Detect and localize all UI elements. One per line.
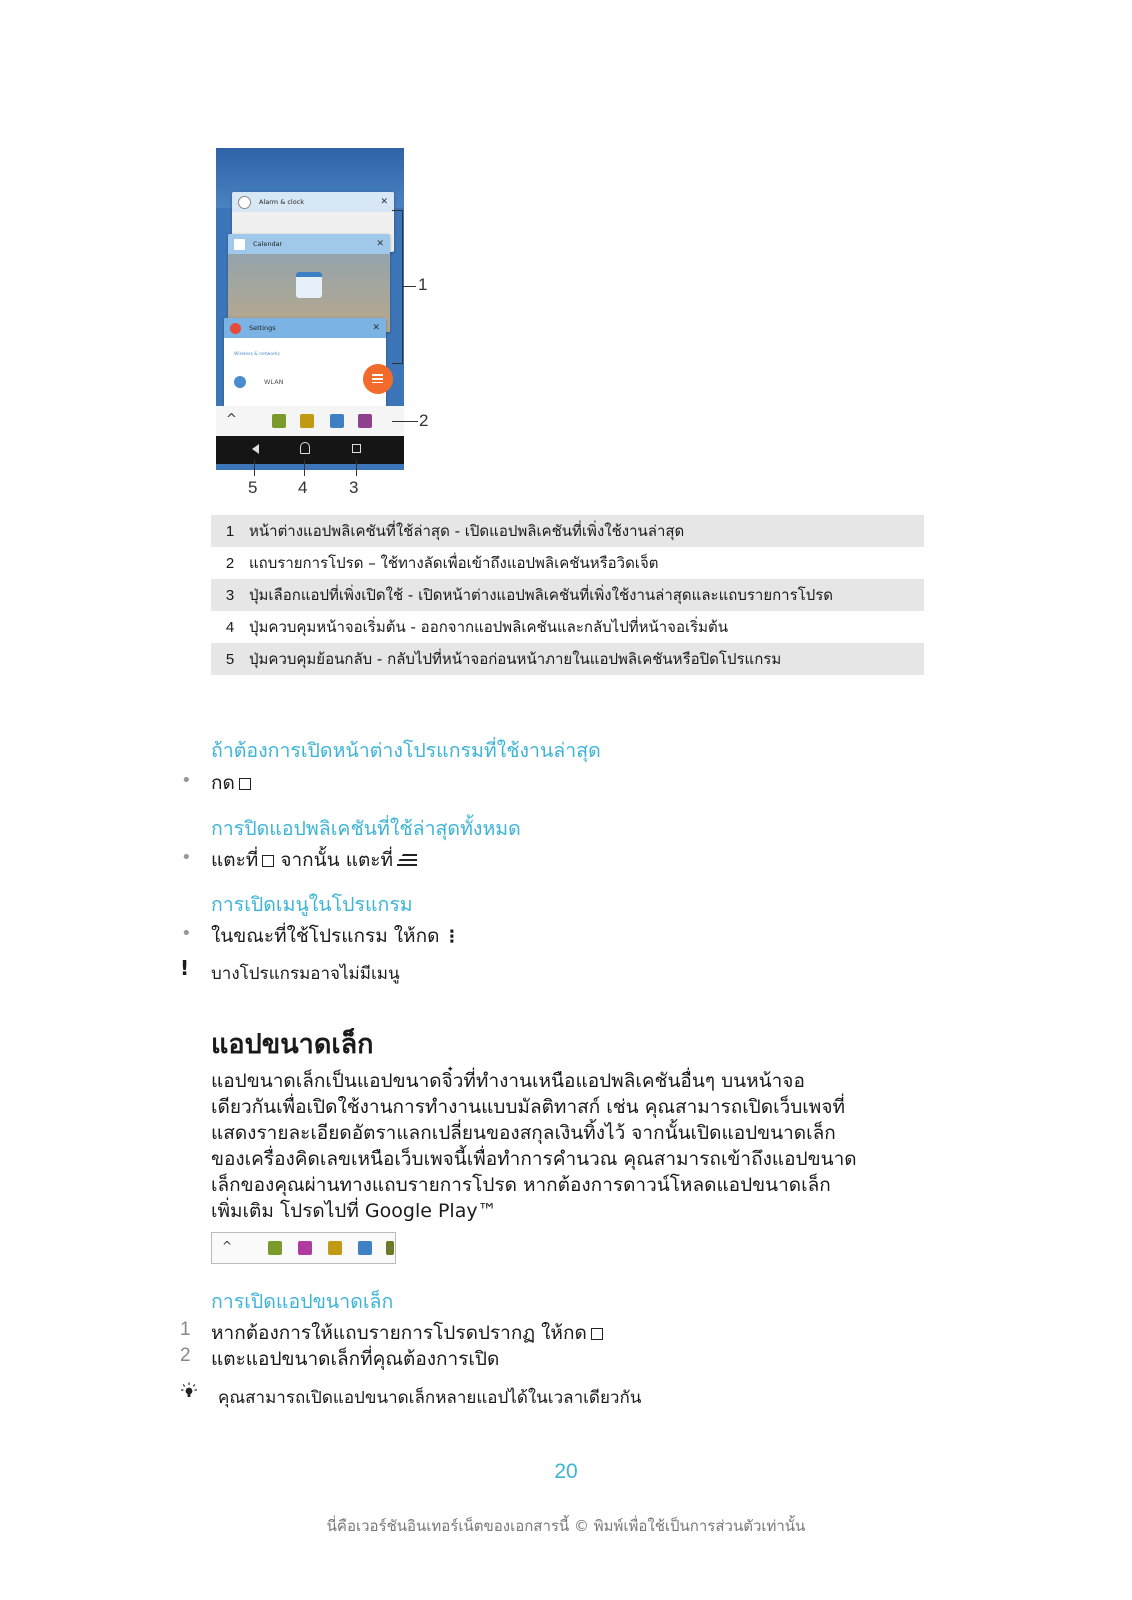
calendar-app-icon	[296, 272, 322, 298]
step-text: ในขณะที่ใช้โปรแกรม ให้กด	[211, 925, 440, 947]
navigation-bar	[216, 436, 404, 464]
callout-3: 3	[349, 478, 359, 497]
favorites-bar-image	[211, 1232, 396, 1264]
card-title: Settings	[249, 324, 276, 332]
paragraph-line: แสดงรายละเอียดอัตราแลกเปลี่ยนของสกุลเงินทิ้งไว้ จากนั้นเปิดแอปขนาดเล็ก	[211, 1122, 836, 1144]
bullet: •	[181, 770, 192, 791]
step-text: กด	[211, 772, 235, 794]
section-heading: การปิดแอปพลิเคชันที่ใช้ล่าสุดทั้งหมด	[211, 817, 521, 840]
legend-number: 5	[225, 651, 235, 668]
back-icon[interactable]	[252, 444, 259, 454]
recent-apps-icon	[239, 778, 251, 790]
small-app-icon[interactable]	[358, 414, 372, 428]
step-number: 1	[180, 1319, 191, 1340]
instruction-step: แตะแอปขนาดเล็กที่คุณต้องการเปิด	[211, 1348, 500, 1370]
paragraph-line: แอปขนาดเล็กเป็นแอปขนาดจิ๋วที่ทำงานเหนือแอปพลิเคชันอื่นๆ บนหน้าจอ	[211, 1070, 805, 1092]
recent-apps-icon[interactable]	[352, 444, 361, 453]
recent-apps-icon	[262, 855, 274, 867]
legend-text: หน้าต่างแอปพลิเคชันที่ใช้ล่าสุด - เปิดแอปพลิเคชันที่เพิ่งใช้งานล่าสุด	[249, 522, 685, 540]
callout-1: 1	[418, 275, 428, 294]
section-heading: การเปิดแอปขนาดเล็ก	[211, 1290, 394, 1313]
paragraph-line: เพิ่มเติม โปรดไปที่ Google Play™	[211, 1200, 497, 1222]
legend-number: 2	[225, 555, 235, 572]
favorites-bar	[216, 406, 404, 436]
close-icon[interactable]: ✕	[376, 239, 384, 249]
callout-bracket	[392, 210, 403, 364]
recent-apps-figure	[216, 148, 506, 508]
small-app-icon[interactable]	[268, 1241, 282, 1255]
note-text: บางโปรแกรมอาจไม่มีเมนู	[211, 964, 400, 984]
tip-text: คุณสามารถเปิดแอปขนาดเล็กหลายแอปได้ในเวลาเดียวกัน	[218, 1388, 642, 1408]
small-app-icon[interactable]	[300, 414, 314, 428]
chevron-up-icon[interactable]: ^	[222, 1239, 233, 1253]
step-number: 2	[180, 1345, 191, 1366]
legend-number: 1	[225, 523, 235, 540]
small-app-icon[interactable]	[328, 1241, 342, 1255]
legend-text: ปุ่มควบคุมหน้าจอเริ่มต้น - ออกจากแอปพลิเคชันและกลับไปที่หน้าจอเริ่มต้น	[249, 618, 729, 636]
instruction-step	[211, 845, 421, 875]
section-heading: การเปิดเมนูในโปรแกรม	[211, 893, 413, 916]
instruction-step	[211, 768, 251, 798]
chevron-up-icon[interactable]: ^	[226, 412, 237, 427]
gear-icon	[230, 323, 241, 334]
legend-row	[211, 515, 924, 547]
home-icon[interactable]	[300, 442, 310, 454]
settings-subheading: Wireless & networks	[234, 352, 280, 357]
legend-table	[211, 515, 924, 675]
wifi-icon	[234, 376, 246, 388]
small-app-icon[interactable]	[272, 414, 286, 428]
callout-line	[356, 460, 357, 476]
close-icon[interactable]: ✕	[380, 197, 388, 207]
legend-text: ปุ่มเลือกแอปที่เพิ่งเปิดใช้ - เปิดหน้าต่างแอปพลิเคชันที่เพิ่งใช้งานล่าสุดและแถบรายการโปรด	[249, 586, 834, 604]
step-text: หากต้องการให้แถบรายการโปรดปรากฏ ให้กด	[211, 1322, 587, 1344]
body-paragraph	[211, 1068, 931, 1224]
callout-line	[392, 421, 418, 422]
warning-icon: !	[180, 956, 190, 980]
legend-row	[211, 643, 924, 675]
footer-text: นี่คือเวอร์ชันอินเทอร์เน็ตของเอกสารนี้ © พิมพ์เพื่อใช้เป็นการส่วนตัวเท่านั้น	[326, 1517, 806, 1535]
small-app-icon[interactable]	[386, 1241, 394, 1255]
bullet: •	[181, 847, 192, 868]
calendar-icon	[234, 239, 245, 250]
callout-5: 5	[248, 478, 258, 497]
phone-screenshot	[216, 148, 404, 470]
step-text: แตะที่	[211, 849, 259, 871]
legend-text: ปุ่มควบคุมย้อนกลับ - กลับไปที่หน้าจอก่อนหน้าภายในแอปพลิเคชันหรือปิดโปรแกรม	[249, 650, 782, 668]
small-app-icon[interactable]	[298, 1241, 312, 1255]
bullet: •	[181, 923, 192, 944]
page-title: แอปขนาดเล็ก	[211, 1029, 374, 1060]
clear-all-button[interactable]	[363, 364, 393, 394]
small-app-icon[interactable]	[358, 1241, 372, 1255]
paragraph-line: เล็กของคุณผ่านทางแถบรายการโปรด หากต้องการดาวน์โหลดแอปขนาดเล็ก	[211, 1174, 831, 1196]
instruction-step	[211, 921, 460, 951]
legend-row	[211, 547, 924, 579]
card-title: Calendar	[253, 240, 283, 248]
paragraph-line: ของเครื่องคิดเลขเหนือเว็บเพจนี้เพื่อทำการคำนวณ คุณสามารถเข้าถึงแอปขนาด	[211, 1148, 857, 1170]
callout-line	[402, 286, 416, 287]
clock-icon	[238, 196, 251, 209]
wlan-label: WLAN	[264, 378, 284, 386]
legend-row	[211, 611, 924, 643]
close-icon[interactable]: ✕	[372, 323, 380, 333]
step-text: จากนั้น แตะที่	[280, 849, 394, 871]
paragraph-line: เดียวกันเพื่อเปิดใช้งานการทำงานแบบมัลติทาสก์ เช่น คุณสามารถเปิดเว็บเพจที่	[211, 1096, 845, 1118]
legend-number: 3	[225, 587, 235, 604]
callout-line	[254, 460, 255, 476]
recent-apps-icon	[591, 1328, 603, 1340]
lightbulb-icon	[180, 1382, 198, 1400]
legend-row	[211, 579, 924, 611]
callout-2: 2	[419, 411, 429, 430]
legend-number: 4	[225, 619, 235, 636]
section-heading: ถ้าต้องการเปิดหน้าต่างโปรแกรมที่ใช้งานล่าสุด	[211, 739, 601, 762]
small-app-icon[interactable]	[330, 414, 344, 428]
clear-all-icon	[397, 854, 417, 867]
legend-text: แถบรายการโปรด – ใช้ทางลัดเพื่อเข้าถึงแอปพลิเคชันหรือวิดเจ็ต	[249, 554, 659, 572]
page-number: 20	[554, 1460, 578, 1483]
card-title: Alarm & clock	[259, 198, 305, 206]
callout-4: 4	[298, 478, 308, 497]
callout-line	[304, 460, 305, 476]
menu-icon: ⋮	[443, 927, 461, 947]
